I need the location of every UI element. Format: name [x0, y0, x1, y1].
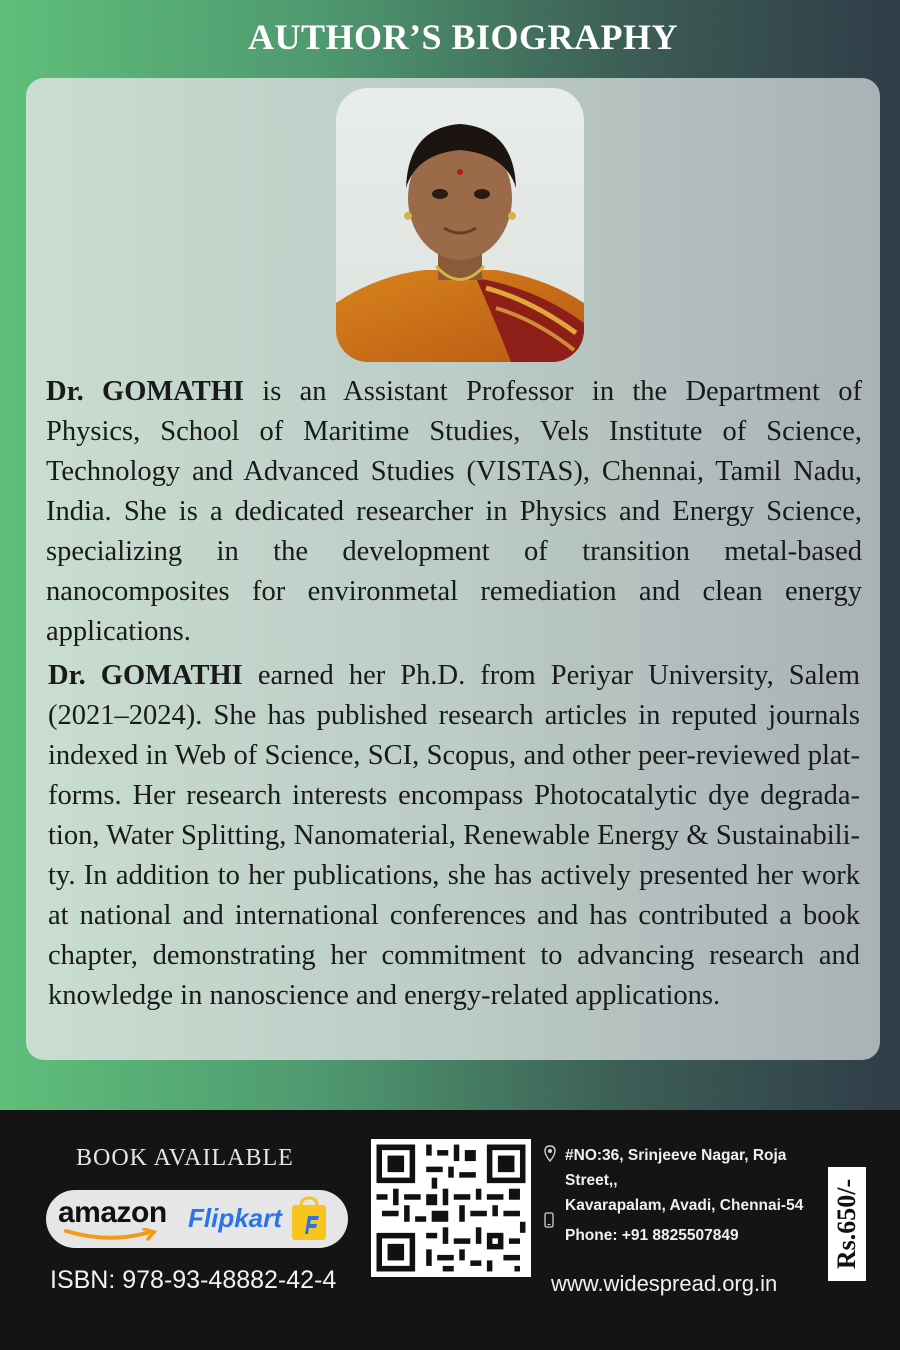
qr-code[interactable]: [371, 1139, 531, 1277]
amazon-logo[interactable]: amazon: [58, 1196, 167, 1229]
price-label: Rs.650/-: [832, 1178, 861, 1270]
author-name: Dr. GOMATHI: [48, 660, 243, 691]
biography-paragraph-1: [46, 372, 862, 652]
author-photo: [336, 88, 584, 362]
author-name: Dr. GOMATHI: [46, 376, 244, 407]
address-line-1: #NO:36, Srinjeeve Nagar, Roja Street,,: [565, 1147, 787, 1189]
paragraph-1-text: is an Assistant Professor in the Department of Physics, School of Maritime Studies, Vels Institute of Science, Technology and Advanced Studies (VISTAS), Chennai, Tamil Nadu, India. She is a dedicated researcher in Physics and Energy Science, specializing in the development of transition metal-based nanocomposites for environmetal remediation and clean energy applications.: [46, 376, 862, 647]
publisher-website-link[interactable]: www.widespread.org.in: [551, 1271, 778, 1296]
flipkart-logo[interactable]: Flipkart: [188, 1203, 282, 1233]
address-line-2: Kavarapalam, Avadi, Chennai-54: [565, 1197, 804, 1214]
page-title: AUTHOR’S BIOGRAPHY: [247, 17, 679, 57]
publisher-address: [565, 1143, 825, 1218]
publisher-phone: Phone: +91 8825507849: [565, 1227, 739, 1244]
book-available-label: BOOK AVAILABLE: [76, 1145, 294, 1171]
location-pin-icon: [543, 1145, 557, 1163]
paragraph-2-text: earned her Ph.D. from Periyar University, Salem (2021–2024). She has published research articles in reputed journals indexed in Web of Science, SCI, Scopus, and other peer-reviewed platforms. Her research interests encompass Photocatalytic dye degradation, Water Splitting, Nanomaterial, Renewable Energy & Sustainability. In addition to her publications, she has actively presented her work at national and international conferences and has contributed a book chapter, demonstrating her commitment to advancing research and knowledge in nanoscience and energy-related applications.: [48, 660, 860, 1011]
phone-icon: [543, 1212, 555, 1228]
biography-paragraph-2: [48, 656, 860, 1016]
amazon-smile-icon: [62, 1228, 162, 1242]
isbn-number: ISBN: 978-93-48882-42-4: [50, 1266, 337, 1294]
flipkart-bag-icon: [289, 1196, 329, 1242]
price-tag: [828, 1167, 866, 1281]
